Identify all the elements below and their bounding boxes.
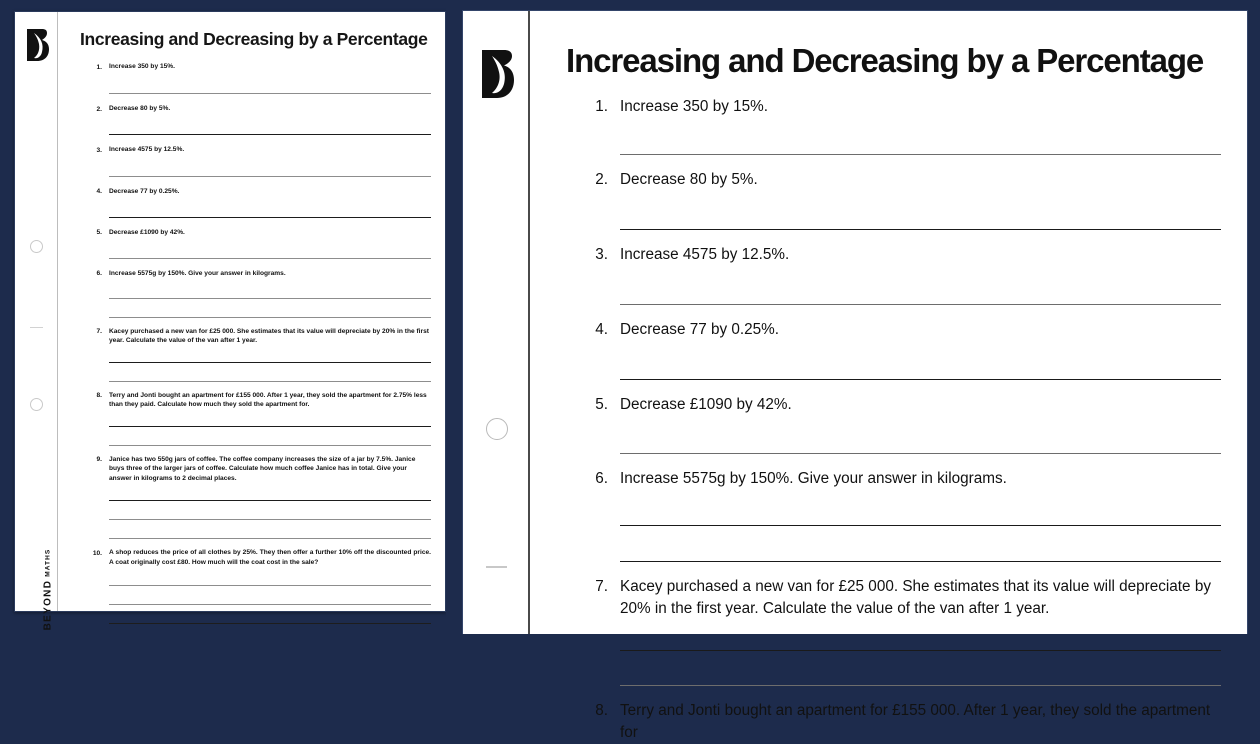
hole-punch-mark-bottom	[30, 398, 43, 411]
question-row	[586, 394, 1221, 416]
answer-lines	[102, 410, 431, 446]
question-row	[83, 62, 431, 72]
answer-line	[109, 134, 431, 135]
hole-punch-mark-top	[486, 418, 508, 440]
answer-line	[109, 93, 431, 94]
question-text: Increase 350 by 15%.	[620, 97, 768, 115]
question-number: 3.	[96, 146, 102, 154]
answer-line	[109, 538, 431, 539]
question-text: Decrease £1090 by 42%.	[620, 395, 792, 413]
question-row	[83, 187, 431, 197]
answer-line	[620, 379, 1221, 380]
answer-line	[109, 445, 431, 446]
answer-lines	[608, 117, 1221, 155]
answer-lines	[102, 114, 431, 135]
worksheet-content-thumbnail	[59, 12, 445, 611]
answer-line	[109, 258, 431, 259]
question-text: Increase 5575g by 150%. Give your answer in kilograms.	[620, 470, 1007, 488]
brand-footer	[7, 548, 54, 631]
answer-lines	[608, 341, 1221, 380]
question-text: Kacey purchased a new van for £25 000. She estimates that its value will depreciate by 20% in the first year. Calculate the value of the van after 1 year.	[620, 577, 1211, 617]
hole-punch-mark-middle-dash	[30, 327, 43, 328]
question-row	[586, 576, 1221, 619]
answer-lines	[102, 568, 431, 624]
worksheet-page-zoomed[interactable]	[462, 10, 1248, 742]
answer-line	[620, 453, 1221, 454]
question-row	[83, 269, 431, 279]
page-title: Increasing and Decreasing by a Percentage	[80, 29, 428, 49]
page-gutter-left	[15, 12, 58, 631]
answer-line	[109, 217, 431, 218]
answer-lines	[608, 266, 1221, 305]
question-number: 7.	[595, 577, 608, 595]
answer-line	[109, 381, 431, 382]
page-gutter-right	[463, 11, 530, 634]
answer-line	[620, 304, 1221, 305]
answer-line	[620, 685, 1221, 686]
question-row	[586, 319, 1221, 341]
brand-name: BEYOND	[42, 579, 54, 631]
answer-line	[620, 154, 1221, 155]
question-number: 6.	[595, 470, 608, 488]
question-text: Decrease 77 by 0.25%.	[620, 320, 780, 338]
answer-lines	[608, 619, 1221, 686]
question-number: 1.	[595, 97, 608, 115]
question-number: 8.	[595, 702, 608, 720]
answer-lines	[102, 238, 431, 259]
question-row	[586, 96, 1221, 118]
question-number: 3.	[595, 246, 608, 264]
question-text: Increase 5575g by 150%. Give your answer in kilograms.	[109, 269, 286, 277]
question-number: 2.	[595, 171, 608, 189]
question-text: Decrease 80 by 5%.	[620, 171, 758, 189]
answer-line	[620, 561, 1221, 562]
worksheet-content-zoomed	[532, 11, 1247, 742]
answer-line	[109, 623, 431, 624]
question-number: 2.	[96, 105, 102, 113]
question-text: A shop reduces the price of all clothes by 25%. They then offer a further 10% off the discounted price. A coat originally cost £80. How much will the coat cost in the sale?	[109, 549, 431, 567]
answer-line	[109, 317, 431, 318]
question-text: Janice has two 550g jars of coffee. The coffee company increases the size of a jar by 7.5%. Janice buys three of the larger jars of coffee. Calculate how much coffee Janice has in total. Give your answer in kilograms to 2 decimal places.	[109, 455, 416, 482]
answer-lines	[608, 191, 1221, 230]
question-number: 5.	[595, 395, 608, 413]
page-title: Increasing and Decreasing by a Percentage	[566, 42, 1204, 79]
answer-lines	[608, 490, 1221, 562]
question-row	[586, 169, 1221, 191]
question-number: 7.	[96, 328, 102, 336]
worksheet-page-thumbnail[interactable]	[14, 11, 446, 631]
answer-lines	[102, 72, 431, 94]
question-row	[83, 145, 431, 155]
hole-punch-mark-bottom-dash	[486, 566, 507, 568]
question-number: 6.	[96, 270, 102, 278]
beyond-b-logo-icon	[24, 28, 50, 62]
question-row	[83, 327, 431, 346]
question-number: 1.	[96, 63, 102, 71]
question-row	[83, 455, 431, 484]
question-number: 10.	[92, 549, 102, 557]
answer-lines	[102, 197, 431, 218]
question-number: 5.	[96, 229, 102, 237]
answer-line	[109, 176, 431, 177]
answer-line	[620, 229, 1221, 230]
question-text: Decrease £1090 by 42%.	[109, 228, 185, 236]
question-row	[586, 468, 1221, 490]
question-text: Kacey purchased a new van for £25 000. She estimates that its value will depreciate by 20% in the first year. Calculate the value of the van after 1 year.	[109, 327, 429, 345]
question-text: Increase 4575 by 12.5%.	[620, 246, 790, 264]
answer-lines	[102, 156, 431, 177]
question-row	[83, 104, 431, 114]
beyond-b-logo-icon	[478, 49, 516, 99]
question-text: Increase 4575 by 12.5%.	[109, 146, 185, 154]
answer-lines	[102, 483, 431, 539]
question-text: Terry and Jonti bought an apartment for £155 000. After 1 year, they sold the apartment for 2.75% less than they paid. Calculate how much they sold the apartment for.	[109, 391, 427, 409]
question-row	[586, 700, 1221, 743]
brand-subject: MATHS	[44, 548, 52, 577]
question-number: 8.	[96, 392, 102, 400]
panel-divider	[446, 0, 462, 630]
question-row	[83, 228, 431, 238]
question-row	[83, 548, 431, 567]
question-row	[83, 391, 431, 410]
question-number: 4.	[96, 188, 102, 196]
question-number: 9.	[96, 456, 102, 464]
answer-lines	[102, 279, 431, 318]
hole-punch-mark-top	[30, 240, 43, 253]
question-text: Terry and Jonti bought an apartment for £155 000. After 1 year, they sold the apartment for	[620, 702, 1211, 742]
question-number: 4.	[595, 320, 608, 338]
question-text: Decrease 80 by 5%.	[109, 105, 171, 113]
question-row	[586, 244, 1221, 266]
answer-lines	[608, 415, 1221, 454]
answer-lines	[102, 346, 431, 382]
question-text: Increase 350 by 15%.	[109, 63, 175, 71]
question-text: Decrease 77 by 0.25%.	[109, 187, 180, 195]
